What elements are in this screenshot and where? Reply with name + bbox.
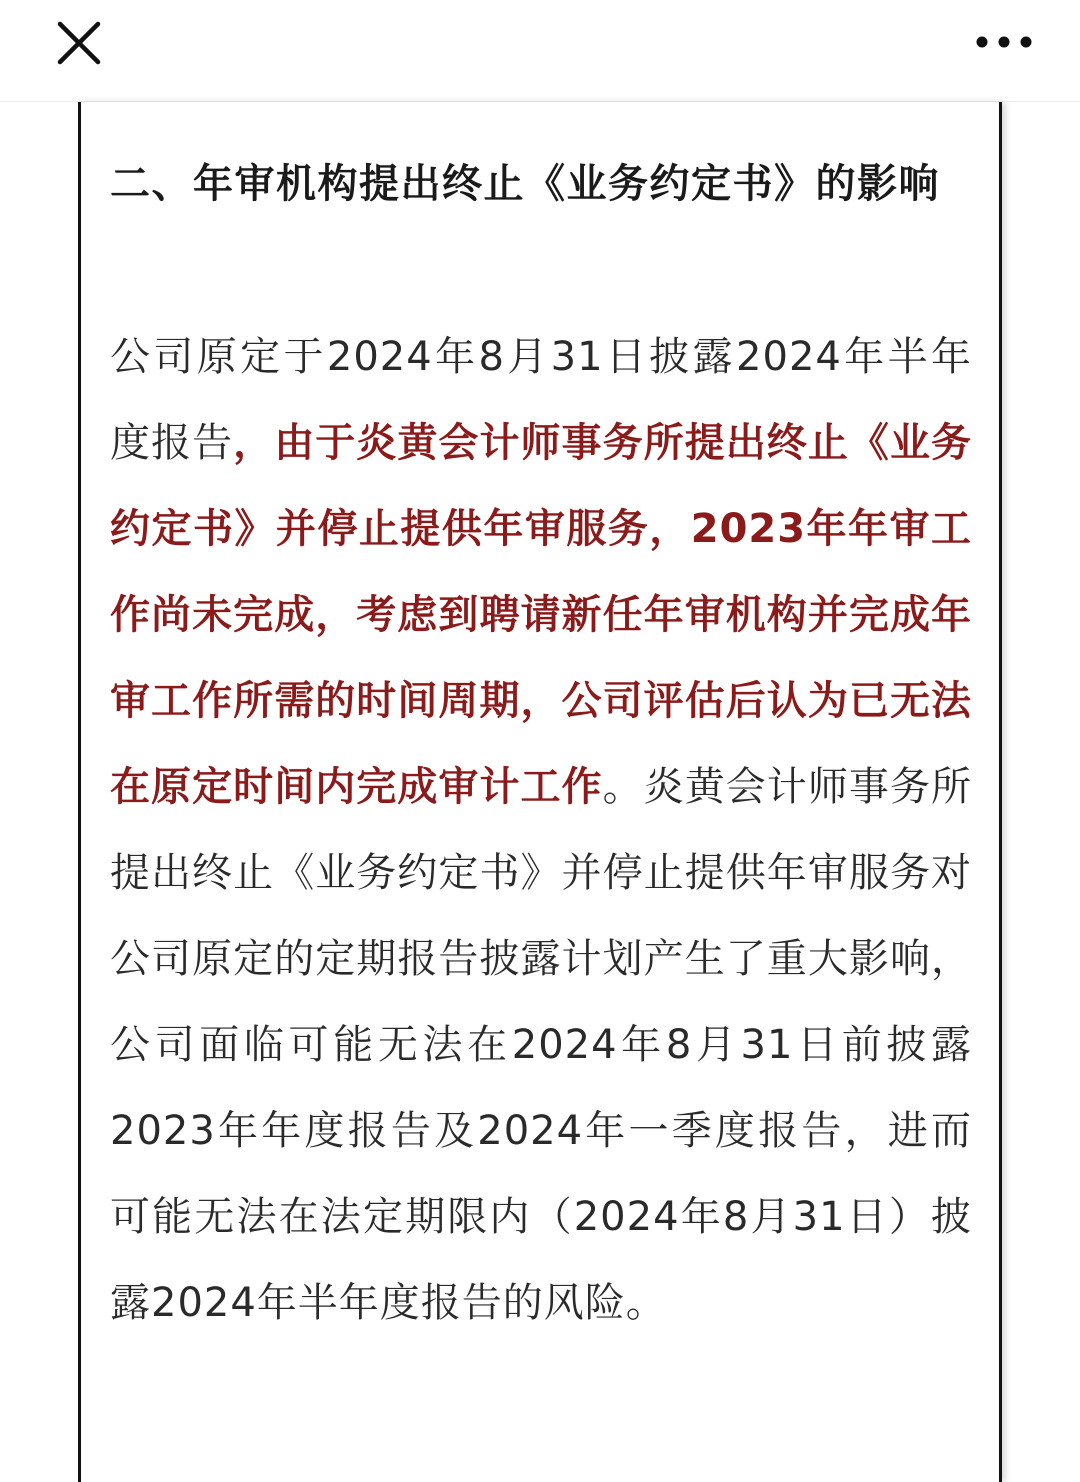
paragraph-text-intro: 公司原定于2024年8月31日披露2024年半年度报告 [110, 334, 972, 466]
paragraph-text-rest: 。炎黄会计师事务所提出终止《业务约定书》并停止提供年审服务对公司原定的定期报告披露计划产生了重大影响，公司面临可能无法在2024年8月31日前披露2023年年度报告及2024年一季度报告，进而可能无法在法定期限内（2024年8月31日）披露2024年半年度报告的风险。 [110, 764, 973, 1326]
close-icon [52, 16, 106, 70]
close-button[interactable] [52, 16, 106, 70]
article-content [110, 150, 972, 1346]
article-paragraph [110, 314, 972, 1346]
more-options-button[interactable] [972, 22, 1036, 62]
more-dots-icon [972, 22, 1036, 62]
top-bar [0, 0, 1080, 102]
section-heading: 二、年审机构提出终止《业务约定书》的影响 [110, 161, 940, 207]
paragraph-text-highlight: ，由于炎黄会计师事务所提出终止《业务约定书》并停止提供年审服务，2023年年审工作尚未完成，考虑到聘请新任年审机构并完成年审工作所需的时间周期，公司评估后认为已无法在原定时间内完成审计工作 [110, 420, 973, 810]
